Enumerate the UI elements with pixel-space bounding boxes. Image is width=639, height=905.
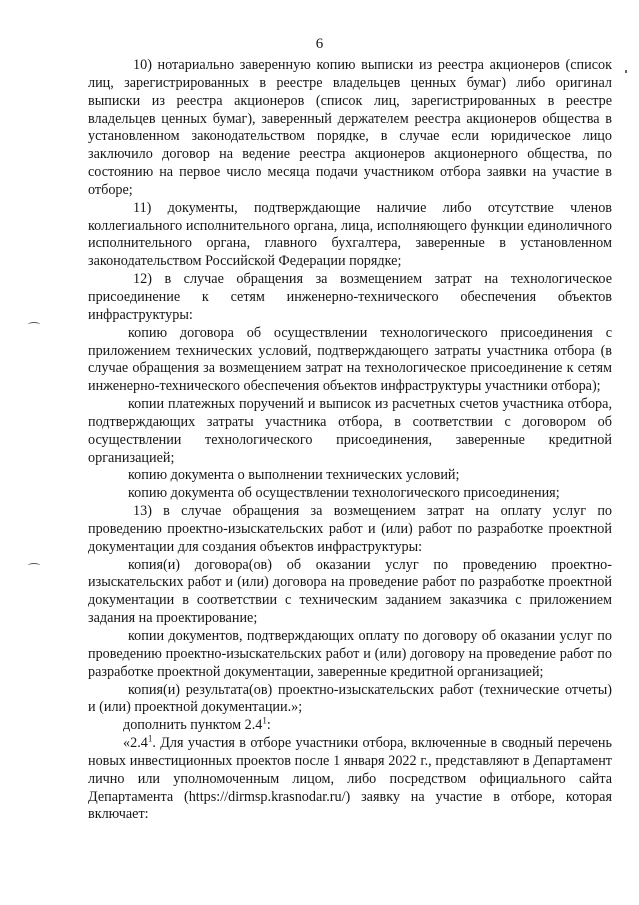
- paragraph-conditions-copy: копию документа о выполнении технических условий;: [128, 467, 460, 484]
- clause-superscript: 1: [147, 733, 153, 744]
- page-number: 6: [315, 36, 324, 52]
- scan-edge-mark: [625, 70, 627, 73]
- paragraph-clause-2-4-1: [88, 735, 612, 824]
- paragraph-item-12: 12) в случае обращения за возмещением затрат на технологическое присоединение к сетям инженерно-технического обеспечения объектов инфраструктуры:: [88, 271, 612, 323]
- margin-punch-mark-top: [28, 322, 40, 327]
- add-clause-text: дополнить пунктом 2.4: [123, 717, 263, 734]
- margin-punch-mark-bottom: [28, 563, 40, 568]
- paragraph-design-results: копия(и) результата(ов) проектно-изыскательских работ (технические отчеты) и (или) проектной документации.»;: [88, 681, 612, 716]
- paragraph-connection-copy: копию документа об осуществлении технологического присоединения;: [128, 485, 560, 502]
- paragraph-item-11: 11) документы, подтверждающие наличие либо отсутствие членов коллегиального исполнительного органа, лица, исполняющего функции единоличного исполнительного органа, главного бухгалтера, заверенные в установленном законодательством Российской Федерации порядке;: [88, 199, 612, 270]
- paragraph-design-contract: копия(и) договора(ов) об оказании услуг по проведению проектно-изыскательских работ и (или) договора на проведение работ по разработке проектной документации в соответствии с техническим заданием заказчика с приложением задания на проектирование;: [88, 556, 612, 627]
- clause-number: «2.4: [123, 735, 148, 752]
- paragraph-item-13: 13) в случае обращения за возмещением затрат на оплату услуг по проведению проектно-изыскательских работ и (или) работ по разработке проектной документации для создания объектов инфраструктуры:: [88, 503, 612, 555]
- add-clause-superscript: 1: [262, 715, 267, 726]
- add-clause-colon: :: [266, 717, 271, 734]
- paragraph-payment-copies: копии платежных поручений и выписок из расчетных счетов участника отбора, подтверждающих затраты участника отбора, в соответствии с договором об осуществлении технологического присоединения, заверенные кредитной организацией;: [88, 396, 612, 466]
- document-body: [88, 57, 612, 824]
- paragraph-contract-copy: копию договора об осуществлении технологического присоединения с приложением технических условий, подтверждающего затраты участника отбора (в случае обращения за возмещением затрат на технологическое присоединение к сетям инженерно-технического обеспечения объектов инфраструктуры участники отбора);: [88, 324, 612, 395]
- paragraph-item-10: 10) нотариально заверенную копию выписки из реестра акционеров (список лиц, зарегистрированных в реестре владельцев ценных бумаг) либо оригинал выписки из реестра акционеров (список лиц, зарегистрированных в реестре владельцев ценных бумаг), заверенный держателем реестра акционеров общества в установленном законодательством порядке, в случае если юридическое лицо заключило договор на ведение реестра акционеров акционерного общества, по состоянию на первое число месяца подачи участником отбора заявки на участие в отборе;: [88, 57, 612, 198]
- clause-text: . Для участия в отборе участники отбора, включенные в сводный перечень новых инвестиционных проектов после 1 января 2022 г., представляют в Департамент лично или уполномоченным лицом, либо посредством официального сайта Департамента (https://dirmsp.krasnodar.ru/) заявку на участие в отборе, которая включает:: [88, 735, 612, 823]
- paragraph-add-clause: [88, 717, 612, 735]
- paragraph-design-payment: копии документов, подтверждающих оплату по договору об оказании услуг по проведению проектно-изыскательских работ и (или) договору на проведение работ по разработке проектной документации, заверенные кредитной организацией;: [88, 628, 612, 680]
